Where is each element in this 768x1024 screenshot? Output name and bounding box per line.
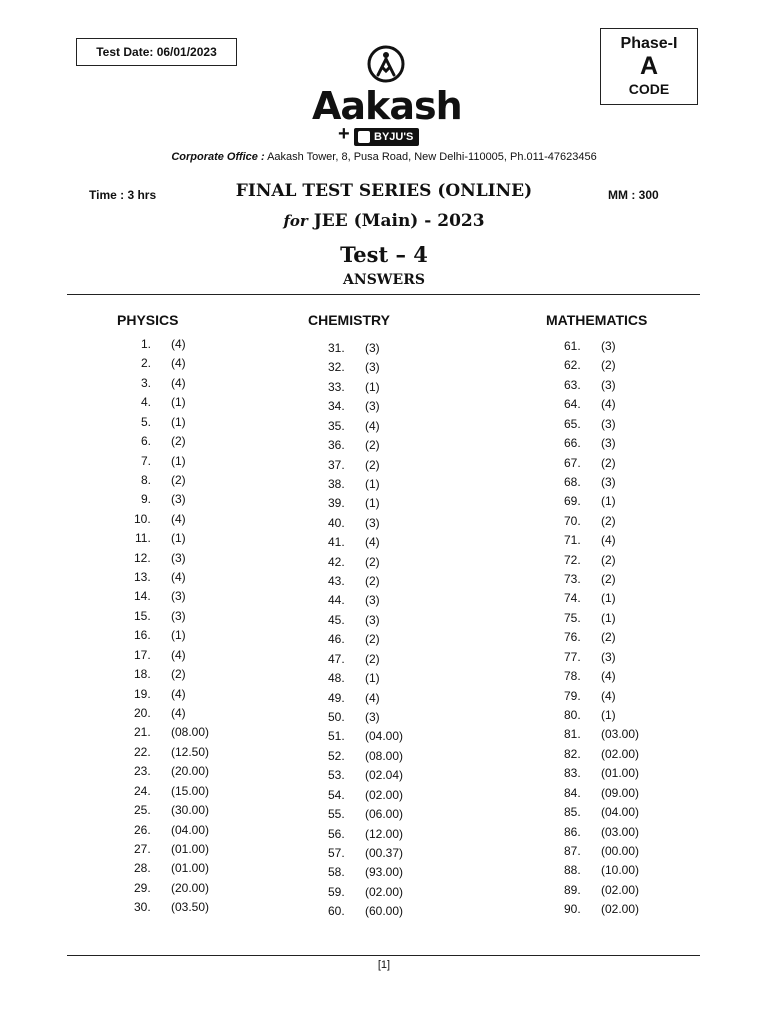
answer-value: (2) xyxy=(171,472,186,487)
aakash-emblem-icon xyxy=(364,44,408,84)
answer-value: (09.00) xyxy=(601,785,640,800)
answer-value: (4) xyxy=(171,647,186,662)
answer-row xyxy=(0,472,700,494)
question-number: 86. xyxy=(564,824,581,839)
question-number: 13. xyxy=(134,570,151,585)
answer-value: (3) xyxy=(601,416,616,431)
question-number: 64. xyxy=(564,397,581,412)
answer-value: (60.00) xyxy=(365,904,404,919)
answer-value: (3) xyxy=(365,593,380,608)
answer-value: (08.00) xyxy=(365,748,404,763)
question-number: 78. xyxy=(564,669,581,684)
corporate-address: Aakash Tower, 8, Pusa Road, New Delhi-110005, Ph.011-47623456 xyxy=(267,151,597,163)
question-number: 19. xyxy=(134,686,151,701)
answer-row xyxy=(0,511,700,533)
question-number: 28. xyxy=(134,861,151,876)
question-number: 82. xyxy=(564,746,581,761)
header-divider xyxy=(67,294,700,295)
phase-label: Phase-I xyxy=(620,35,678,52)
answer-row xyxy=(0,453,700,475)
corporate-label: Corporate Office : xyxy=(171,151,265,163)
question-number: 9. xyxy=(141,492,152,507)
answer-value: (3) xyxy=(365,360,380,375)
question-number: 31. xyxy=(328,341,345,355)
answer-value: (1) xyxy=(171,414,186,429)
question-number: 49. xyxy=(328,690,345,705)
answer-value: (00.37) xyxy=(365,845,404,860)
answer-value: (1) xyxy=(601,610,616,625)
series-title: FINAL TEST SERIES (ONLINE) xyxy=(235,181,533,201)
answer-value: (4) xyxy=(171,337,186,351)
answer-row xyxy=(0,550,700,572)
answer-value: (2) xyxy=(365,457,380,472)
answer-value: (15.00) xyxy=(171,783,210,798)
answer-value: (3) xyxy=(365,399,380,414)
answer-value: (4) xyxy=(171,570,186,585)
answer-row xyxy=(0,339,700,358)
question-number: 25. xyxy=(134,803,151,818)
question-number: 20. xyxy=(134,706,151,721)
answer-value: (03.00) xyxy=(601,727,640,742)
question-number: 84. xyxy=(564,785,581,800)
question-number: 55. xyxy=(328,807,345,822)
question-number: 4. xyxy=(141,395,152,410)
answer-value: (12.00) xyxy=(365,826,404,841)
answer-row xyxy=(0,822,700,844)
answer-value: (01.00) xyxy=(171,841,210,856)
answer-value: (04.00) xyxy=(601,805,640,820)
answer-value: (3) xyxy=(171,608,186,623)
answer-value: (1) xyxy=(171,395,186,410)
answer-value: (3) xyxy=(171,589,186,604)
answer-row xyxy=(0,358,700,377)
answer-row xyxy=(0,880,700,902)
answer-row xyxy=(0,414,700,436)
question-number: 33. xyxy=(328,379,345,394)
question-number: 16. xyxy=(134,628,151,643)
answers-heading: ANSWERS xyxy=(343,272,425,288)
test-date: Test Date: 06/01/2023 xyxy=(96,45,217,59)
answer-value: (12.50) xyxy=(171,744,210,759)
answer-row xyxy=(0,766,700,785)
question-number: 81. xyxy=(564,727,581,742)
question-number: 72. xyxy=(564,552,581,567)
answer-value: (2) xyxy=(601,358,616,373)
answer-value: (1) xyxy=(171,628,186,643)
answer-row xyxy=(0,686,700,708)
answer-value: (04.00) xyxy=(171,822,210,837)
answer-value: (1) xyxy=(365,476,380,491)
question-number: 1. xyxy=(141,337,152,351)
answer-value: (93.00) xyxy=(365,865,404,880)
page-number: [1] xyxy=(377,959,391,971)
answer-value: (4) xyxy=(601,688,616,703)
answer-value: (30.00) xyxy=(171,803,210,818)
question-number: 35. xyxy=(328,418,345,433)
mathematics-heading: MATHEMATICS xyxy=(546,312,648,328)
answer-value: (2) xyxy=(365,574,380,589)
question-number: 71. xyxy=(564,533,581,548)
answer-value: (3) xyxy=(601,649,616,664)
question-number: 39. xyxy=(328,496,345,511)
question-number: 43. xyxy=(328,574,345,589)
question-number: 59. xyxy=(328,884,345,899)
answer-value: (20.00) xyxy=(171,764,210,779)
question-number: 15. xyxy=(134,608,151,623)
test-number: Test – 4 xyxy=(340,242,428,267)
answer-value: (2) xyxy=(601,455,616,470)
answer-value: (4) xyxy=(171,375,186,390)
answer-value: (3) xyxy=(365,612,380,627)
question-number: 29. xyxy=(134,880,151,895)
question-number: 12. xyxy=(134,550,151,565)
answer-value: (10.00) xyxy=(601,863,640,878)
question-number: 56. xyxy=(328,826,345,841)
answer-value: (1) xyxy=(601,708,616,723)
code-letter: A xyxy=(639,52,659,80)
answer-value: (1) xyxy=(171,531,186,546)
answer-value: (2) xyxy=(365,554,380,569)
question-number: 67. xyxy=(564,455,581,470)
question-number: 26. xyxy=(134,822,151,837)
question-number: 63. xyxy=(564,377,581,392)
question-number: 54. xyxy=(328,787,345,802)
answer-value: (1) xyxy=(601,494,616,509)
question-number: 2. xyxy=(141,356,152,371)
answer-value: (3) xyxy=(601,436,616,451)
answer-value: (3) xyxy=(171,550,186,565)
question-number: 38. xyxy=(328,476,345,491)
question-number: 88. xyxy=(564,863,581,878)
answer-value: (04.00) xyxy=(365,729,404,744)
answer-value: (03.00) xyxy=(601,824,640,839)
question-number: 83. xyxy=(564,766,581,781)
question-number: 44. xyxy=(328,593,345,608)
question-number: 47. xyxy=(328,651,345,666)
question-number: 5. xyxy=(141,414,152,429)
answer-value: (4) xyxy=(601,397,616,412)
question-number: 50. xyxy=(328,710,345,725)
max-marks: MM : 300 xyxy=(608,188,659,202)
byjus-label: BYJU'S xyxy=(374,131,414,143)
question-number: 48. xyxy=(328,671,345,686)
test-date-box xyxy=(76,38,237,66)
question-number: 76. xyxy=(564,630,581,645)
answer-value: (2) xyxy=(601,552,616,567)
corporate-office xyxy=(0,151,768,163)
answer-row xyxy=(0,841,700,863)
question-number: 89. xyxy=(564,882,581,897)
question-number: 34. xyxy=(328,399,345,414)
question-number: 75. xyxy=(564,610,581,625)
question-number: 7. xyxy=(141,453,152,468)
question-number: 79. xyxy=(564,688,581,703)
question-number: 52. xyxy=(328,748,345,763)
answer-row xyxy=(0,397,700,416)
question-number: 40. xyxy=(328,515,345,530)
answer-value: (02.00) xyxy=(365,884,404,899)
question-number: 27. xyxy=(134,841,151,856)
answer-value: (08.00) xyxy=(171,725,210,740)
answer-value: (2) xyxy=(365,651,380,666)
question-number: 87. xyxy=(564,843,581,858)
answer-value: (02.00) xyxy=(365,787,404,802)
code-box xyxy=(600,28,698,105)
answer-value: (4) xyxy=(365,690,380,705)
logo-wordmark: Aakash xyxy=(312,84,462,128)
question-number: 66. xyxy=(564,436,581,451)
answer-value: (02.04) xyxy=(365,768,404,783)
answer-value: (06.00) xyxy=(365,807,404,822)
question-number: 37. xyxy=(328,457,345,472)
answer-row xyxy=(0,744,700,766)
answer-row xyxy=(0,494,700,513)
answer-value: (4) xyxy=(365,418,380,433)
question-number: 22. xyxy=(134,744,151,759)
answer-value: (3) xyxy=(365,710,380,725)
answer-row xyxy=(0,902,700,921)
answer-row xyxy=(0,863,700,882)
question-number: 41. xyxy=(328,535,345,550)
answer-value: (1) xyxy=(365,671,380,686)
question-number: 23. xyxy=(134,764,151,779)
question-number: 60. xyxy=(328,904,345,919)
question-number: 61. xyxy=(564,339,581,353)
question-number: 17. xyxy=(134,647,151,662)
chemistry-heading: CHEMISTRY xyxy=(308,312,390,328)
answer-value: (4) xyxy=(171,686,186,701)
answer-value: (3) xyxy=(601,339,616,353)
question-number: 57. xyxy=(328,845,345,860)
question-number: 69. xyxy=(564,494,581,509)
question-number: 70. xyxy=(564,513,581,528)
question-number: 85. xyxy=(564,805,581,820)
answer-value: (3) xyxy=(601,474,616,489)
exam-name: JEE (Main) - 2023 xyxy=(313,211,485,231)
answer-row xyxy=(0,805,700,824)
answer-row xyxy=(0,783,700,805)
answer-value: (20.00) xyxy=(171,880,210,895)
answer-value: (1) xyxy=(365,496,380,511)
answer-value: (2) xyxy=(365,632,380,647)
answer-value: (02.00) xyxy=(601,902,640,917)
question-number: 62. xyxy=(564,358,581,373)
time-duration: Time : 3 hrs xyxy=(89,188,157,202)
physics-heading: PHYSICS xyxy=(117,312,179,328)
question-number: 24. xyxy=(134,783,151,798)
code-label: CODE xyxy=(628,81,670,97)
answer-row xyxy=(0,669,700,688)
answer-value: (3) xyxy=(365,515,380,530)
question-number: 65. xyxy=(564,416,581,431)
question-number: 42. xyxy=(328,554,345,569)
question-number: 45. xyxy=(328,612,345,627)
answer-value: (2) xyxy=(601,513,616,528)
aakash-logo xyxy=(312,44,460,148)
answer-value: (2) xyxy=(601,572,616,587)
answer-value: (1) xyxy=(601,591,616,606)
answer-value: (4) xyxy=(171,511,186,526)
answer-value: (01.00) xyxy=(171,861,210,876)
question-number: 46. xyxy=(328,632,345,647)
answer-row xyxy=(0,608,700,630)
question-number: 21. xyxy=(134,725,151,740)
question-number: 32. xyxy=(328,360,345,375)
question-number: 53. xyxy=(328,768,345,783)
answer-value: (2) xyxy=(171,434,186,449)
question-number: 74. xyxy=(564,591,581,606)
question-number: 6. xyxy=(141,434,152,449)
question-number: 58. xyxy=(328,865,345,880)
byjus-mark-icon xyxy=(358,131,370,143)
answer-row xyxy=(0,533,700,552)
question-number: 8. xyxy=(141,472,152,487)
answer-row xyxy=(0,436,700,455)
answer-value: (02.00) xyxy=(601,882,640,897)
answer-value: (4) xyxy=(365,535,380,550)
question-number: 90. xyxy=(564,902,581,917)
answer-row xyxy=(0,572,700,591)
answer-value: (3) xyxy=(171,492,186,507)
question-number: 68. xyxy=(564,474,581,489)
exam-title xyxy=(0,211,768,231)
question-number: 77. xyxy=(564,649,581,664)
byjus-badge xyxy=(354,128,419,146)
mathematics-answers xyxy=(0,339,700,922)
answer-row xyxy=(0,591,700,610)
answer-value: (1) xyxy=(365,379,380,394)
answer-value: (01.00) xyxy=(601,766,640,781)
answer-value: (3) xyxy=(365,341,380,355)
answer-value: (2) xyxy=(601,630,616,645)
answer-value: (1) xyxy=(171,453,186,468)
question-number: 11. xyxy=(135,531,151,546)
answer-row xyxy=(0,375,700,397)
question-number: 80. xyxy=(564,708,581,723)
question-number: 51. xyxy=(328,729,345,744)
answer-value: (2) xyxy=(171,667,186,682)
answer-row xyxy=(0,708,700,727)
answer-value: (03.50) xyxy=(171,900,210,915)
question-number: 73. xyxy=(564,572,581,587)
logo-plus: + xyxy=(338,123,350,145)
question-number: 30. xyxy=(134,900,151,915)
answer-value: (4) xyxy=(171,356,186,371)
question-number: 36. xyxy=(328,438,345,453)
answer-value: (4) xyxy=(601,669,616,684)
answer-row xyxy=(0,630,700,649)
question-number: 18. xyxy=(134,667,151,682)
for-word: for xyxy=(283,212,308,230)
answer-row xyxy=(0,727,700,746)
answer-value: (4) xyxy=(601,533,616,548)
answer-value: (00.00) xyxy=(601,843,640,858)
footer-divider xyxy=(67,955,700,956)
answer-value: (4) xyxy=(171,706,186,721)
answer-value: (02.00) xyxy=(601,746,640,761)
answer-value: (3) xyxy=(601,377,616,392)
question-number: 3. xyxy=(141,375,152,390)
answer-row xyxy=(0,647,700,669)
question-number: 14. xyxy=(134,589,151,604)
question-number: 10. xyxy=(134,511,151,526)
answer-value: (2) xyxy=(365,438,380,453)
